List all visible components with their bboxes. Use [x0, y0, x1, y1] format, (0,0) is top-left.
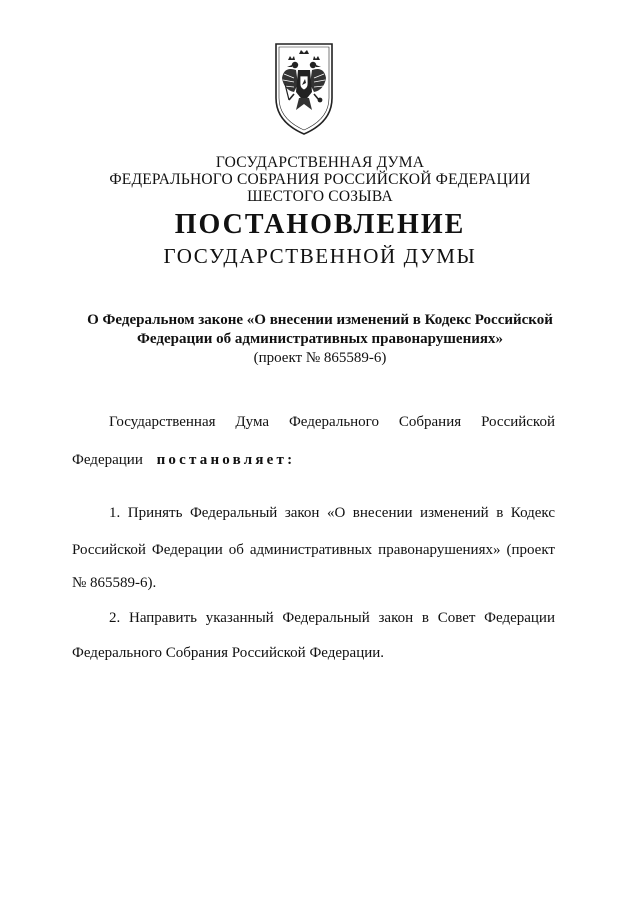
header-org-line-1: ГОСУДАРСТВЕННАЯ ДУМА: [215, 154, 425, 171]
subject-line-1: О Федеральном законе «О внесении изменений в Кодекс Российской: [87, 312, 553, 328]
preamble-line-2-start: Федерации: [72, 452, 143, 468]
item-1-line-2: Российской Федерации об административных правонарушениях» (проект: [72, 542, 555, 558]
coat-of-arms-icon: [272, 40, 336, 136]
document-subtitle: ГОСУДАРСТВЕННОЙ ДУМЫ: [163, 244, 477, 268]
item-1-line-1: 1. Принять Федеральный закон «О внесении изменений в Кодекс: [109, 505, 555, 521]
project-reference: (проект № 865589-6): [253, 350, 387, 366]
header-org-line-3: ШЕСТОГО СОЗЫВА: [247, 188, 393, 205]
item-2-line-1: 2. Направить указанный Федеральный закон в Совет Федерации: [109, 610, 555, 626]
preamble-line-1: Государственная Дума Федерального Собрания Российской: [109, 414, 555, 430]
subject-line-2: Федерации об административных правонарушениях»: [137, 331, 503, 347]
resolves-word: постановляет:: [156, 452, 296, 468]
header-org-line-2: ФЕДЕРАЛЬНОГО СОБРАНИЯ РОССИЙСКОЙ ФЕДЕРАЦИИ: [109, 171, 531, 188]
item-2-line-2: Федерального Собрания Российской Федерации.: [72, 645, 385, 661]
item-1-line-3: № 865589-6).: [72, 575, 157, 591]
preamble-line-2: [72, 452, 295, 469]
document-type-title: ПОСТАНОВЛЕНИЕ: [174, 209, 466, 240]
